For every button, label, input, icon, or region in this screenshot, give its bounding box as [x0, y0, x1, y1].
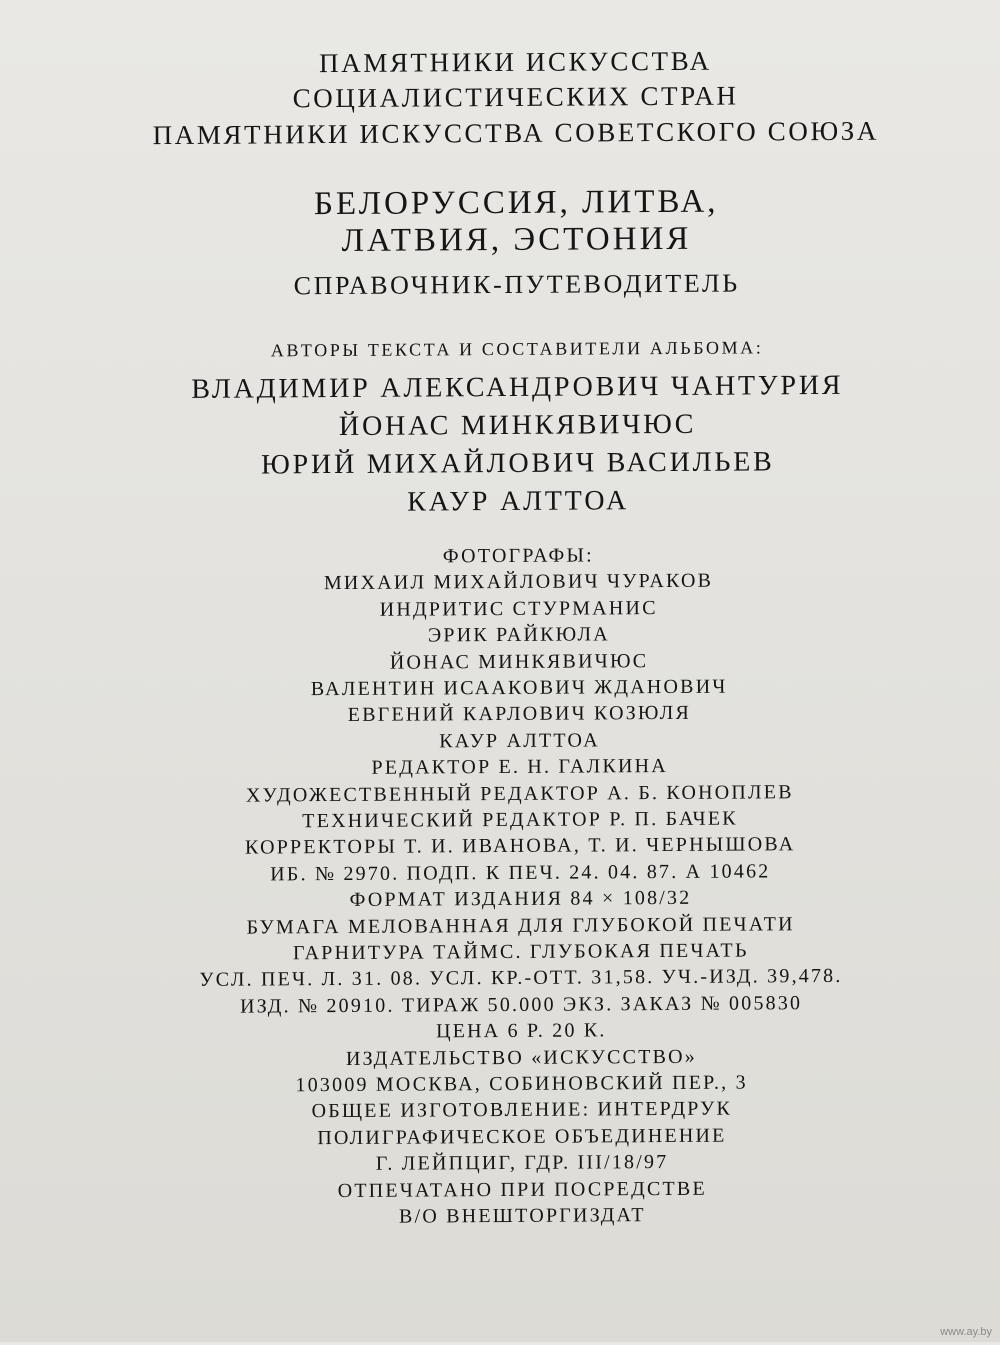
imprint-line: ЦЕНА 6 Р. 20 К.: [435, 1019, 607, 1043]
author-name: ВЛАДИМИР АЛЕКСАНДРОВИЧ ЧАНТУРИЯ: [191, 369, 844, 405]
author-name: ЮРИЙ МИХАЙЛОВИЧ ВАСИЛЬЕВ: [260, 446, 775, 481]
imprint-line: ОБЩЕЕ ИЗГОТОВЛЕНИЕ: ИНТЕРДРУК: [311, 1097, 733, 1123]
book-title-line: ЛАТВИЯ, ЭСТОНИЯ: [341, 220, 692, 259]
book-subtitle: СПРАВОЧНИК-ПУТЕВОДИТЕЛЬ: [293, 268, 740, 301]
photographers-label: ФОТОГРАФЫ:: [442, 544, 594, 568]
series-line: ПАМЯТНИКИ ИСКУССТВА: [318, 45, 712, 79]
imprint-line: ЕВГЕНИЙ КАРЛОВИЧ КОЗЮЛЯ: [347, 702, 692, 727]
series-line: СОЦИАЛИСТИЧЕСКИХ СТРАН: [292, 80, 739, 114]
imprint-line: УСЛ. ПЕЧ. Л. 31. 08. УСЛ. КР.-ОТТ. 31,58. УЧ.-ИЗД. 39,478.: [199, 965, 843, 992]
imprint-line: ИЗД. № 20910. ТИРАЖ 50.000 ЭКЗ. ЗАКАЗ № 005830: [239, 991, 803, 1018]
imprint-line: В/О ВНЕШТОРГИЗДАТ: [398, 1204, 646, 1228]
imprint-line: ПОЛИГРАФИЧЕСКОЕ ОБЪЕДИНЕНИЕ: [317, 1124, 727, 1149]
author-name: ЙОНАС МИНКЯВИЧЮС: [338, 408, 697, 442]
series-line: ПАМЯТНИКИ ИСКУССТВА СОВЕТСКОГО СОЮЗА: [152, 115, 880, 151]
imprint-line: ХУДОЖЕСТВЕННЫЙ РЕДАКТОР А. Б. КОНОПЛЕВ: [245, 780, 794, 807]
imprint-line: РЕДАКТОР Е. Н. ГАЛКИНА: [371, 755, 668, 779]
watermark: www.ay.by: [940, 1326, 992, 1338]
imprint-line: МИХАИЛ МИХАЙЛОВИЧ ЧУРАКОВ: [323, 570, 714, 595]
book-title-line: БЕЛОРУССИЯ, ЛИТВА,: [313, 183, 719, 223]
imprint-line: ОТПЕЧАТАНО ПРИ ПОСРЕДСТВЕ: [337, 1177, 707, 1202]
imprint-line: ИБ. № 2970. ПОДП. К ПЕЧ. 24. 04. 87. А 10462: [270, 860, 771, 886]
imprint-line: КАУР АЛТТОА: [439, 729, 600, 753]
imprint-line: ТЕХНИЧЕСКИЙ РЕДАКТОР Р. П. БАЧЕК: [302, 807, 738, 833]
authors-label: АВТОРЫ ТЕКСТА И СОСТАВИТЕЛИ АЛЬБОМА:: [270, 337, 764, 361]
imprint-line: БУМАГА МЕЛОВАННАЯ ДЛЯ ГЛУБОКОЙ ПЕЧАТИ: [246, 912, 795, 939]
imprint-line: ЭРИК РАЙКЮЛА: [427, 623, 610, 647]
imprint-line: ЙОНАС МИНКЯВИЧЮС: [389, 649, 649, 674]
author-name: КАУР АЛТТОА: [407, 485, 630, 518]
imprint-line: ИНДРИТИС СТУРМАНИС: [379, 596, 658, 621]
imprint-line: ФОРМАТ ИЗДАНИЯ 84 × 108/32: [349, 887, 692, 912]
imprint-line: 103009 МОСКВА, СОБИНОВСКИЙ ПЕР., 3: [295, 1071, 748, 1097]
imprint-line: ГАРНИТУРА ТАЙМС. ГЛУБОКАЯ ПЕЧАТЬ: [292, 939, 749, 965]
imprint-line: КОРРЕКТОРЫ Т. И. ИВАНОВА, Т. И. ЧЕРНЫШОВА: [244, 833, 796, 859]
imprint-line: ИЗДАТЕЛЬСТВО «ИСКУССТВО»: [345, 1045, 698, 1070]
imprint-line: Г. ЛЕЙПЦИГ, ГДР. III/18/97: [375, 1151, 669, 1175]
imprint-line: ВАЛЕНТИН ИСААКОВИЧ ЖДАНОВИЧ: [310, 675, 728, 701]
